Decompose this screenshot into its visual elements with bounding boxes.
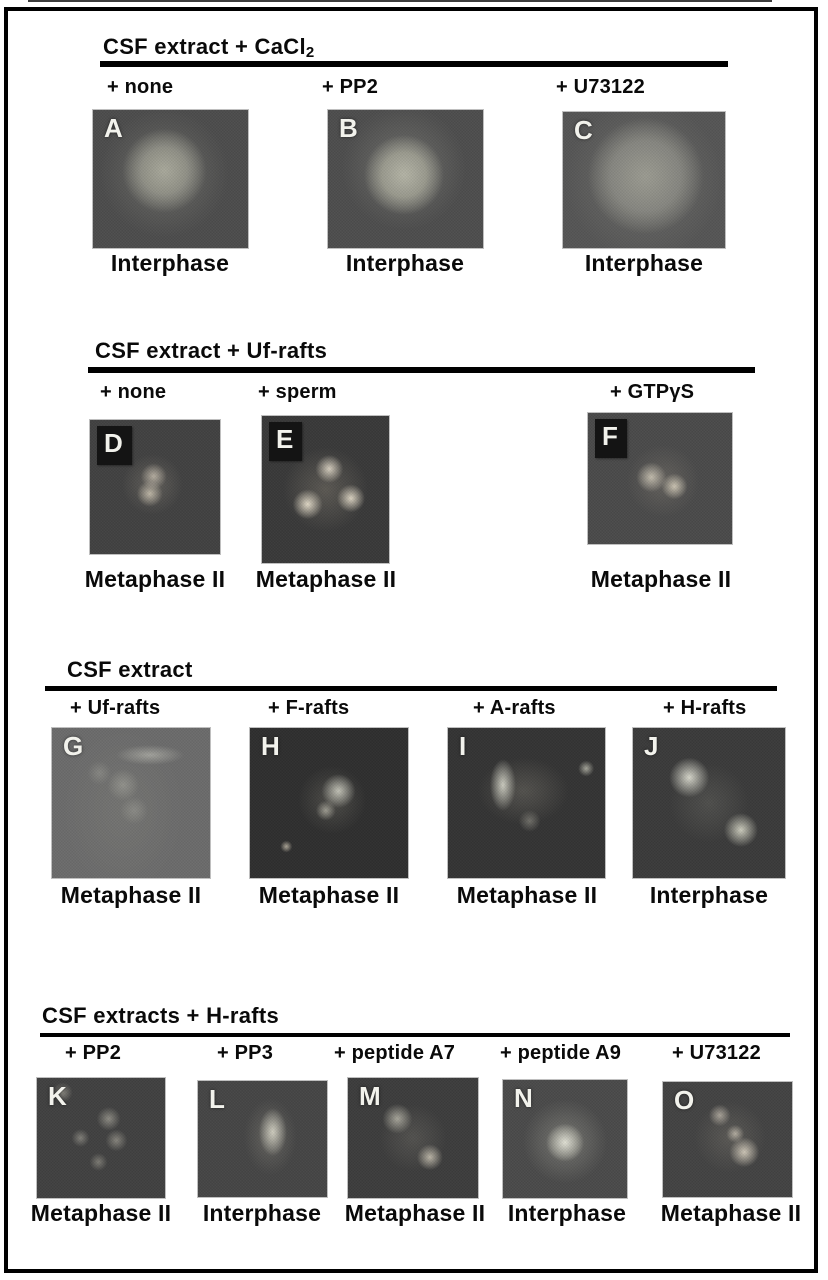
micrograph-panel-c [563, 112, 725, 248]
treatment-label-l: + PP3 [217, 1042, 274, 1064]
panel-caption-g: Metaphase II [60, 882, 202, 908]
micrograph-panel-j [633, 728, 785, 878]
panel-letter-n: N [514, 1083, 533, 1113]
panel-caption-o: Metaphase II [660, 1200, 802, 1226]
scan-artifact-line [28, 0, 772, 2]
panel-letter-b: B [339, 113, 358, 143]
panel-letter-d: D [97, 426, 132, 465]
treatment-label-f: + GTPγS [610, 381, 695, 403]
panel-letter-f: F [595, 419, 627, 458]
treatment-label-d: + none [100, 381, 167, 403]
panel-caption-d: Metaphase II [84, 566, 226, 592]
treatment-label-m: + peptide A7 [334, 1042, 456, 1064]
treatment-label-e: + sperm [258, 381, 337, 403]
section-3-underline [45, 686, 777, 691]
panel-letter-m: M [359, 1081, 381, 1111]
panel-letter-e: E [269, 422, 302, 461]
treatment-label-i: + A-rafts [473, 697, 556, 719]
section-2-underline [88, 367, 755, 373]
micrograph-panel-d [90, 420, 220, 554]
treatment-label-h: + F-rafts [268, 697, 350, 719]
panel-caption-a: Interphase [110, 250, 230, 276]
micrograph-panel-a [93, 110, 248, 248]
panel-letter-l: L [209, 1084, 225, 1114]
panel-caption-j: Interphase [649, 882, 769, 908]
panel-letter-k: K [48, 1081, 67, 1111]
panel-letter-g: G [63, 731, 84, 761]
section-1-header-text: CSF extract + CaCl [103, 34, 306, 59]
micrograph-panel-k [37, 1078, 165, 1198]
panel-caption-e: Metaphase II [255, 566, 397, 592]
section-4-header: CSF extracts + H-rafts [42, 1003, 280, 1028]
section-1-header [103, 34, 315, 60]
micrograph-panel-e [262, 416, 389, 563]
panel-caption-k: Metaphase II [30, 1200, 172, 1226]
section-1-header-subscript: 2 [305, 44, 315, 61]
panel-letter-j: J [644, 731, 659, 761]
treatment-label-n: + peptide A9 [500, 1042, 622, 1064]
panel-letter-c: C [574, 115, 593, 145]
treatment-label-a: + none [107, 76, 174, 98]
treatment-label-c: + U73122 [556, 76, 645, 98]
treatment-label-b: + PP2 [322, 76, 379, 98]
panel-caption-b: Interphase [345, 250, 465, 276]
micrograph-panel-n [503, 1080, 627, 1198]
micrograph-panel-m [348, 1078, 478, 1198]
panel-letter-i: I [459, 731, 467, 761]
panel-caption-l: Interphase [202, 1200, 322, 1226]
section-4-underline [40, 1033, 790, 1037]
micrograph-panel-g [52, 728, 210, 878]
section-1-underline [100, 61, 728, 67]
micrograph-panel-l [198, 1081, 327, 1197]
treatment-label-g: + Uf-rafts [70, 697, 161, 719]
panel-caption-c: Interphase [584, 250, 704, 276]
panel-letter-a: A [104, 113, 123, 143]
panel-letter-h: H [261, 731, 280, 761]
panel-letter-o: O [674, 1085, 695, 1115]
micrograph-panel-h [250, 728, 408, 878]
treatment-label-o: + U73122 [672, 1042, 761, 1064]
panel-caption-h: Metaphase II [258, 882, 400, 908]
panel-caption-f: Metaphase II [590, 566, 732, 592]
micrograph-panel-i [448, 728, 605, 878]
panel-caption-m: Metaphase II [344, 1200, 486, 1226]
panel-caption-i: Metaphase II [456, 882, 598, 908]
micrograph-panel-b [328, 110, 483, 248]
micrograph-panel-f [588, 413, 732, 544]
panel-caption-n: Interphase [507, 1200, 627, 1226]
treatment-label-j: + H-rafts [663, 697, 747, 719]
micrograph-panel-o [663, 1082, 792, 1197]
treatment-label-k: + PP2 [65, 1042, 122, 1064]
section-3-header: CSF extract [67, 657, 193, 682]
section-2-header: CSF extract + Uf-rafts [95, 338, 328, 363]
